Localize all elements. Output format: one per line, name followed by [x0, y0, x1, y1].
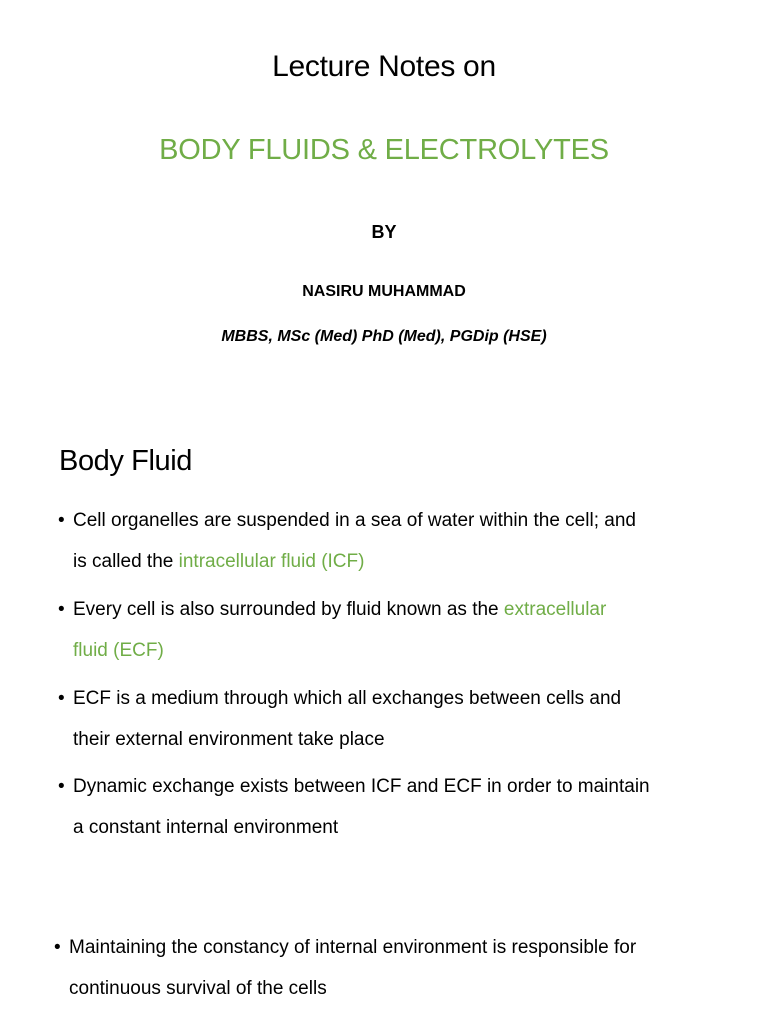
bullet-dot-icon: • — [58, 599, 65, 620]
highlight-term: intracellular fluid (ICF) — [178, 551, 365, 572]
bullet-text — [73, 500, 718, 582]
highlight-term: fluid (ECF) — [73, 640, 164, 661]
bullet-dot-icon: • — [58, 510, 65, 531]
lecture-notes-heading: Lecture Notes on — [272, 50, 496, 83]
bullet-item — [58, 500, 718, 582]
bullet-line: continuous survival of the cells — [69, 978, 327, 999]
bullet-dot-icon: • — [58, 688, 65, 709]
bullet-text — [73, 589, 718, 671]
bullet-line: Every cell is also surrounded by fluid known as the — [73, 599, 504, 620]
bullet-line: their external environment take place — [73, 729, 385, 750]
bullet-text — [73, 766, 718, 848]
bullet-text — [69, 927, 714, 1009]
document-title: BODY FLUIDS & ELECTROLYTES — [159, 134, 609, 166]
author-name: NASIRU MUHAMMAD — [302, 283, 466, 300]
author-credentials: MBBS, MSc (Med) PhD (Med), PGDip (HSE) — [221, 328, 547, 345]
bullet-line: a constant internal environment — [73, 817, 339, 838]
bullet-line: ECF is a medium through which all exchanges between cells and — [73, 688, 622, 709]
bullet-item — [58, 589, 718, 671]
by-label: BY — [371, 222, 397, 242]
bullet-item — [58, 766, 718, 848]
bullet-item — [54, 927, 714, 1009]
section-heading: Body Fluid — [59, 445, 193, 477]
bullet-line: Cell organelles are suspended in a sea of water within the cell; and — [73, 510, 636, 531]
bullet-line: Maintaining the constancy of internal environment is responsible for — [69, 937, 637, 958]
bullet-item — [58, 678, 718, 760]
bullet-text — [73, 678, 718, 760]
bullet-line: is called the — [73, 551, 179, 572]
bullet-dot-icon: • — [54, 937, 61, 958]
bullet-dot-icon: • — [58, 776, 65, 797]
bullet-line: Dynamic exchange exists between ICF and ECF in order to maintain — [73, 776, 650, 797]
highlight-term: extracellular — [503, 599, 607, 620]
